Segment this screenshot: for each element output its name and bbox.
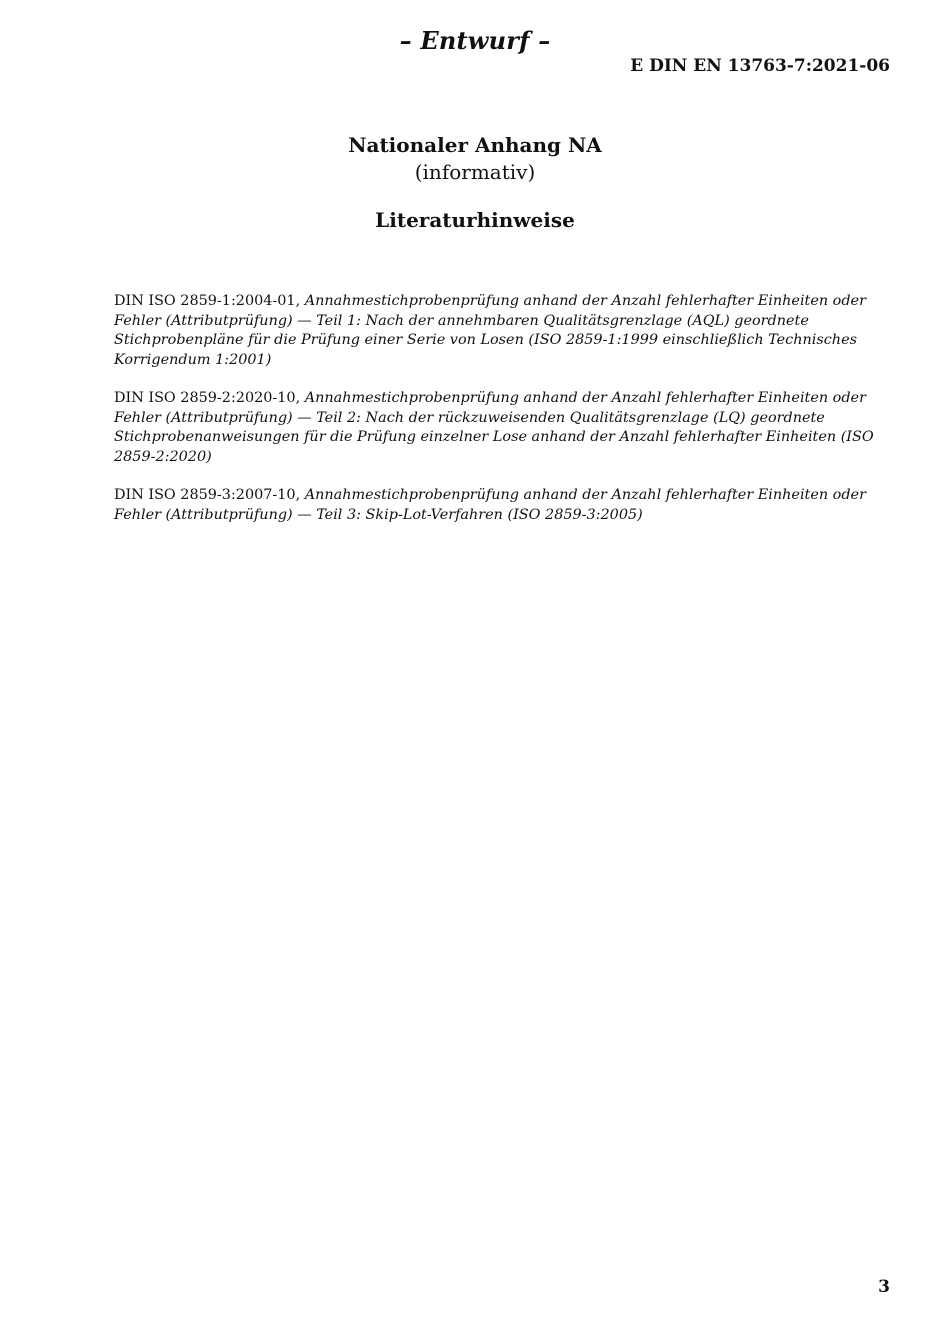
reference-designation: DIN ISO 2859-1:2004-01, bbox=[114, 293, 305, 309]
draft-label: – Entwurf – bbox=[399, 26, 551, 55]
reference-title: Annahmestichprobenprüfung anhand der Anzahl fehlerhafter Einheiten oder Fehler (Attributprüfung) — Teil 3: Skip-Lot-Verfahren (ISO 2859-3:2005) bbox=[114, 487, 866, 523]
annex-subtitle: (informativ) bbox=[414, 160, 536, 184]
document-number: E DIN EN 13763-7:2021-06 bbox=[630, 56, 890, 76]
annex-title: Nationaler Anhang NA bbox=[348, 133, 602, 157]
reference-designation: DIN ISO 2859-3:2007-10, bbox=[114, 487, 305, 503]
reference-entry bbox=[114, 486, 890, 525]
reference-designation: DIN ISO 2859-2:2020-10, bbox=[114, 390, 305, 406]
reference-entry bbox=[114, 292, 890, 370]
reference-title: Annahmestichprobenprüfung anhand der Anzahl fehlerhafter Einheiten oder Fehler (Attributprüfung) — Teil 2: Nach der rückzuweisenden Qualitätsgrenzlage (LQ) geordnete Stichprobenanweisungen für die Prüfung einzelner Lose anhand der Anzahl fehlerhafter Einheiten (ISO 2859-2:2020) bbox=[114, 390, 874, 465]
section-title: Literaturhinweise bbox=[375, 208, 575, 232]
page-number: 3 bbox=[878, 1277, 890, 1297]
reference-list bbox=[114, 292, 890, 544]
reference-title: Annahmestichprobenprüfung anhand der Anzahl fehlerhafter Einheiten oder Fehler (Attributprüfung) — Teil 1: Nach der annehmbaren Qualitätsgrenzlage (AQL) geordnete Stichprobenpläne für die Prüfung einer Serie von Losen (ISO 2859-1:1999 einschließlich Technisches Korrigendum 1:2001) bbox=[114, 293, 866, 368]
reference-entry bbox=[114, 389, 890, 467]
